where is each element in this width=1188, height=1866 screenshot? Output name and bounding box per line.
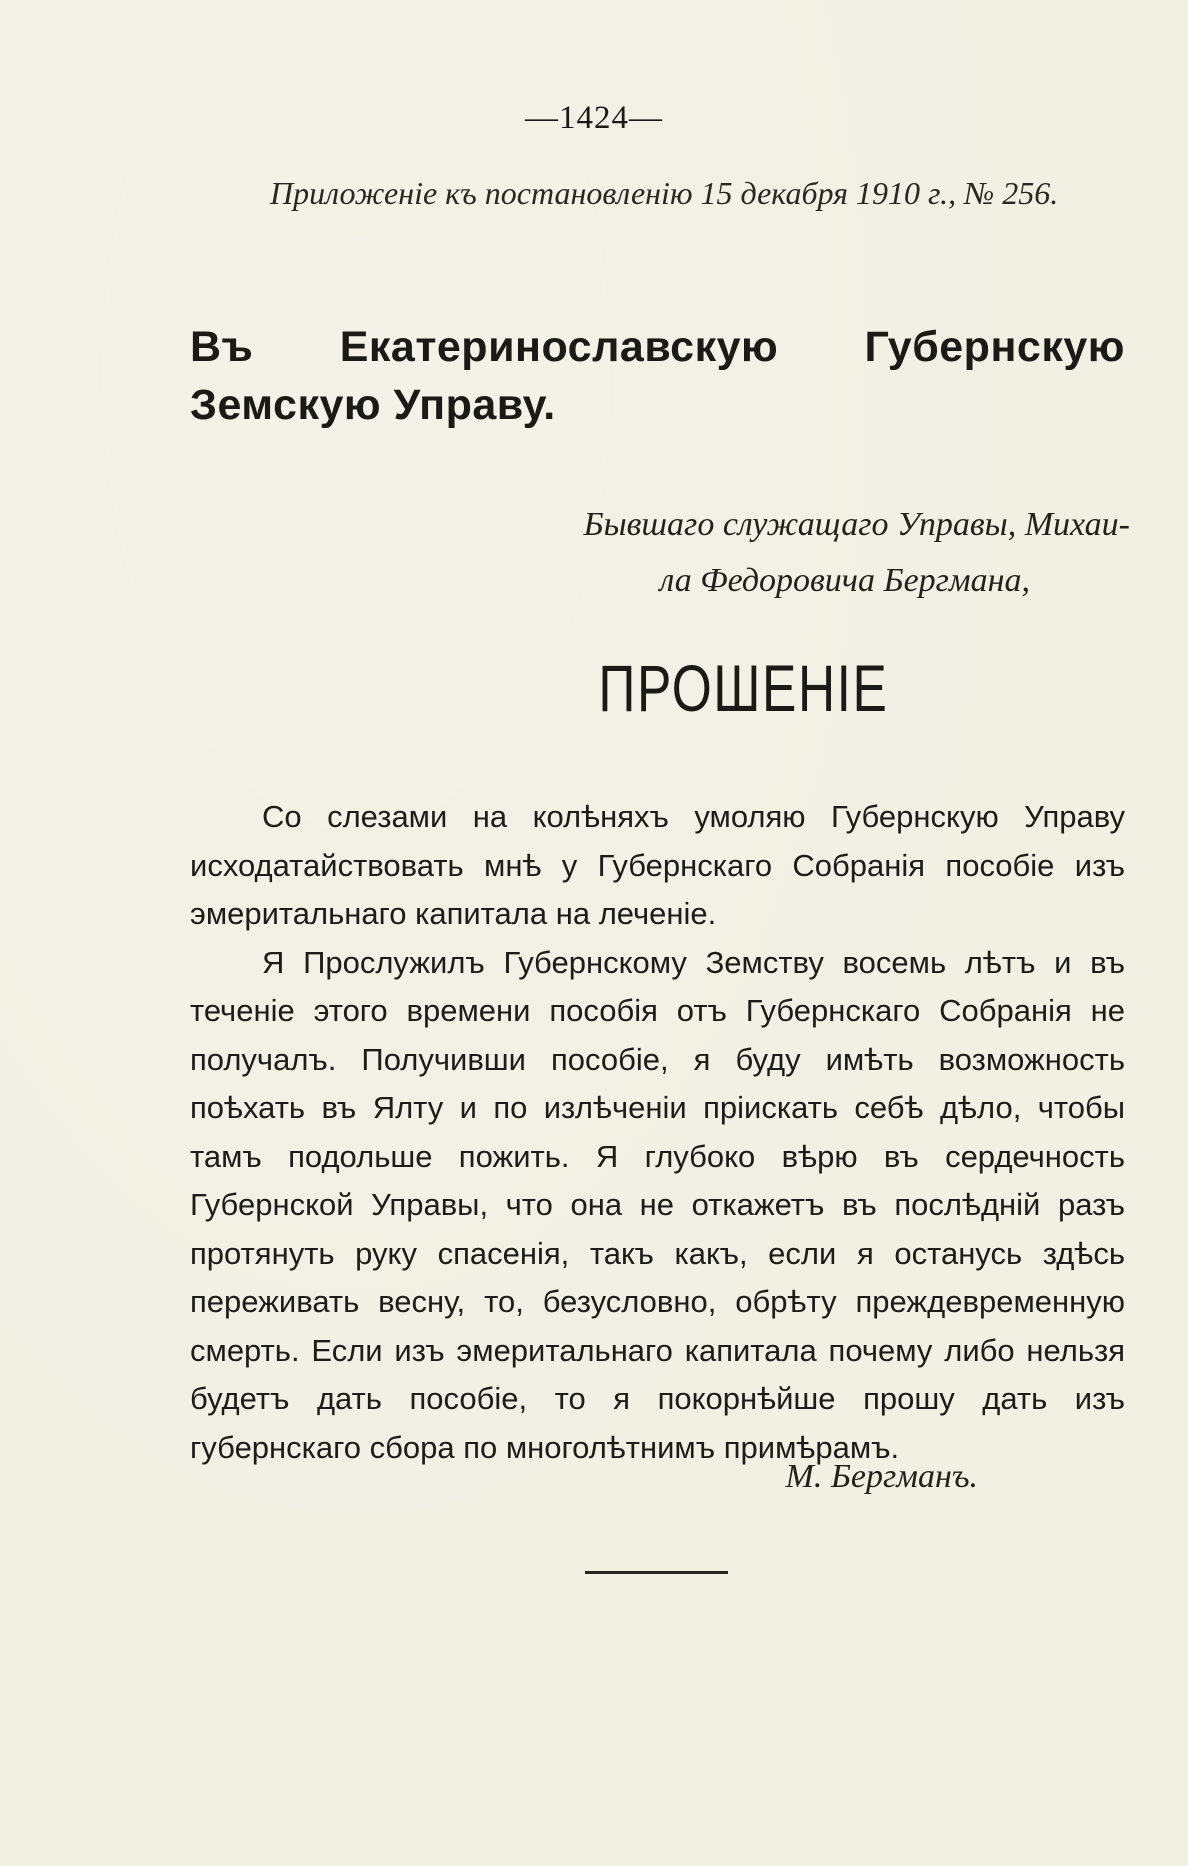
page-number: —1424— bbox=[525, 100, 663, 136]
signature: М. Бергманъ. bbox=[785, 1458, 978, 1495]
paragraph-2: Я Прослужилъ Губернскому Земству восемь лѣтъ и въ теченіе этого времени пособія отъ Губернскаго Собранія не получалъ. Получивши пособіе, я буду имѣть возможность поѣхать въ Ялту и по излѣченіи пріискать себѣ дѣло, чтобы тамъ подольше пожить. Я глубоко вѣрю въ сердечность Губернской Управы, что она не откажетъ въ послѣдній разъ протянуть руку спасенія, такъ какъ, если я останусь здѣсь переживать весну, то, безусловно, обрѣту преждевременную смерть. Если изъ эмеритальнаго капитала почему либо нельзя будетъ дать пособіе, то я покорнѣйше прошу дать изъ губернскаго сбора по многолѣтнимъ примѣрамъ. bbox=[190, 944, 1125, 1465]
document-title: ПРОШЕНІЕ bbox=[598, 651, 889, 725]
paragraph-1: Со слезами на колѣняхъ умоляю Губернскую Управу исходатайствовать мнѣ у Губернскаго Собранія пособіе изъ эмеритальнаго капитала на леченіе. bbox=[190, 799, 1125, 931]
closing-rule bbox=[585, 1571, 728, 1574]
sender-line-1: Бывшаго служащаго Управы, Михаи- bbox=[583, 506, 1130, 543]
appendix-note: Приложеніе къ постановленію 15 декабря 1910 г., № 256. bbox=[270, 175, 1059, 211]
sender-line-2: ла Федоровича Бергмана, bbox=[659, 562, 1030, 599]
addressee-heading: Въ Екатеринославскую Губернскую Земскую Управу. bbox=[190, 323, 1125, 429]
sender-block bbox=[450, 497, 1130, 609]
petition-body bbox=[190, 793, 1125, 1472]
